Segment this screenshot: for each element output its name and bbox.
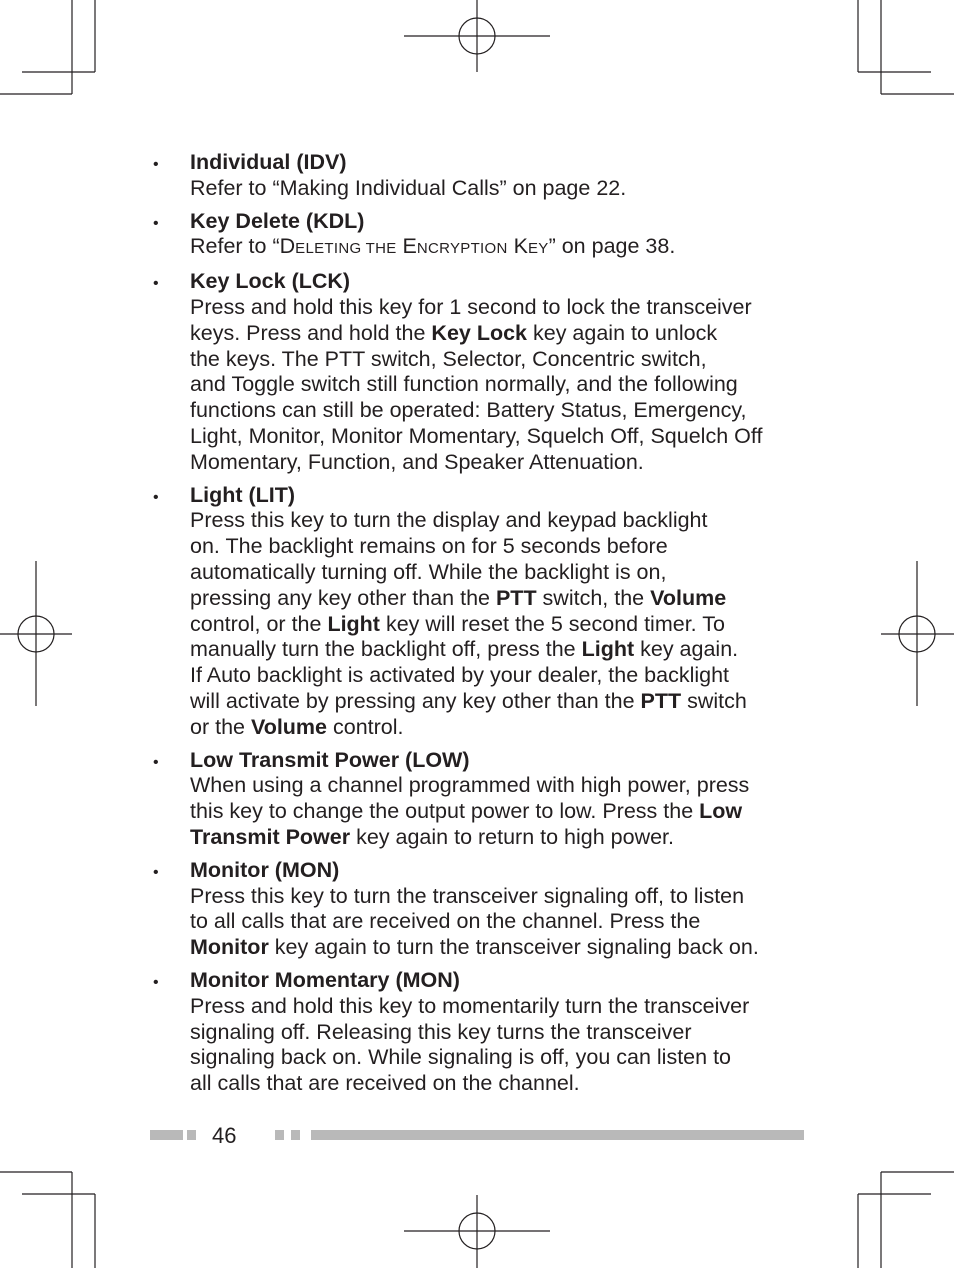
text-segment: Momentary, Function, and Speaker Attenuation. [190, 449, 644, 474]
item-title: Monitor Momentary (MON) [190, 967, 460, 992]
text-line [190, 884, 810, 910]
bold-term: Light [581, 637, 635, 662]
text-segment: all calls that are received on the channel. [190, 1071, 580, 1096]
bold-term: PTT [640, 688, 682, 713]
text-segment: Press and hold this key for 1 second to lock the transceiver [190, 294, 752, 319]
item-title: Monitor (MON) [190, 857, 340, 882]
item-title: Key Lock (LCK) [190, 269, 351, 294]
text-segment: will activate by pressing any key other than the [190, 688, 641, 713]
page-number: 46 [212, 1123, 237, 1148]
text-segment: pressing any key other than the [190, 585, 496, 610]
list-item [150, 269, 810, 475]
text-line [190, 909, 810, 935]
bullet-icon: • [153, 488, 159, 506]
text-line [190, 347, 810, 373]
text-line [190, 825, 810, 851]
item-description [190, 884, 810, 961]
text-segment: If Auto backlight is activated by your dealer, the backlight [190, 663, 730, 688]
text-segment: on. The backlight remains on for 5 seconds before [190, 534, 668, 559]
text-line [190, 508, 810, 534]
text-line [190, 586, 810, 612]
text-line [190, 372, 810, 398]
item-description [190, 295, 810, 476]
text-line [190, 994, 810, 1020]
item-description [190, 994, 810, 1097]
bullet-icon: • [153, 214, 159, 232]
text-line [190, 234, 810, 262]
text-segment: Press this key to turn the display and keypad backlight [190, 508, 708, 533]
text-line [190, 689, 810, 715]
text-line [190, 799, 810, 825]
item-title: Light (LIT) [190, 482, 296, 507]
text-segment: Refer to “D [190, 234, 296, 259]
text-segment: key again to turn the transceiver signaling back on. [268, 935, 759, 960]
list-item [150, 858, 810, 961]
text-segment: signaling off. Releasing this key turns the transceiver [190, 1019, 692, 1044]
bullet-icon: • [153, 275, 159, 293]
text-segment: ELETING THE [295, 240, 397, 258]
text-segment: control. [327, 714, 404, 739]
text-line [190, 935, 810, 961]
text-segment: functions can still be operated: Battery Status, Emergency, [190, 398, 747, 423]
item-description [190, 234, 810, 262]
text-line [190, 295, 810, 321]
text-line [190, 398, 810, 424]
text-segment: signaling back on. While signaling is off, you can listen to [190, 1045, 731, 1070]
footer-bar-long [311, 1130, 804, 1140]
bold-term: Volume [650, 585, 727, 610]
list-item [150, 209, 810, 263]
text-line [190, 450, 810, 476]
text-line [190, 176, 810, 202]
item-title: Individual (IDV) [190, 150, 347, 174]
bold-term: Transmit Power [190, 824, 351, 849]
list-item [150, 968, 810, 1097]
list-item [150, 483, 810, 741]
item-description [190, 176, 810, 202]
text-segment: Light, Monitor, Monitor Momentary, Squelch Off, Squelch Off [190, 423, 763, 448]
bold-term: Monitor [190, 935, 269, 960]
text-line [190, 1045, 810, 1071]
text-segment: this key to change the output power to low. Press the [190, 799, 700, 824]
text-line [190, 1071, 810, 1097]
footer-bar-left [150, 1130, 183, 1140]
bullet-icon: • [153, 863, 159, 881]
list-item [150, 748, 810, 851]
item-title: Low Transmit Power (LOW) [190, 747, 470, 772]
text-segment: the keys. The PTT switch, Selector, Concentric switch, [190, 346, 707, 371]
bold-term: Volume [250, 714, 328, 739]
text-line [190, 637, 810, 663]
bullet-icon: • [153, 973, 159, 991]
footer-bar-mid-2 [291, 1130, 300, 1140]
text-segment: ” on page 38. [548, 234, 676, 259]
text-segment: Press this key to turn the transceiver signaling off, to listen [190, 883, 745, 908]
item-description [190, 508, 810, 740]
bold-term: Low [699, 799, 743, 824]
text-line [190, 560, 810, 586]
text-line [190, 321, 810, 347]
item-description [190, 773, 810, 850]
text-segment: EY [527, 240, 549, 258]
text-segment: Press and hold this key to momentarily turn the transceiver [190, 993, 750, 1018]
text-segment: and Toggle switch still function normally, and the following [190, 372, 738, 397]
text-line [190, 663, 810, 689]
footer-bar-mid-1 [275, 1130, 284, 1140]
bullet-icon: • [153, 753, 159, 771]
text-segment: When using a channel programmed with high power, press [190, 773, 750, 798]
page-footer [150, 1122, 804, 1150]
bullet-icon: • [153, 156, 159, 173]
text-segment: control, or the [190, 611, 328, 636]
key-functions-list [150, 150, 810, 1104]
text-segment: E [396, 234, 417, 259]
text-segment: or the [190, 714, 251, 739]
text-segment: key again to return to high power. [350, 824, 675, 849]
item-title: Key Delete (KDL) [190, 208, 365, 233]
text-segment: switch [681, 688, 747, 713]
text-line [190, 534, 810, 560]
text-segment: manually turn the backlight off, press the [190, 637, 582, 662]
text-segment: switch, the [536, 585, 651, 610]
text-segment: keys. Press and hold the [190, 320, 432, 345]
text-line [190, 1020, 810, 1046]
text-line [190, 773, 810, 799]
text-segment: key again. [634, 637, 739, 662]
footer-bar-left-small [187, 1130, 196, 1140]
text-line [190, 715, 810, 741]
text-segment: key again to unlock [527, 320, 718, 345]
text-line [190, 612, 810, 638]
bold-term: PTT [495, 585, 537, 610]
text-segment: K [507, 234, 528, 259]
text-segment: NCRYPTION [416, 240, 508, 258]
text-segment: automatically turning off. While the backlight is on, [190, 559, 667, 584]
text-line [190, 424, 810, 450]
list-item [150, 150, 810, 202]
bold-term: Key Lock [431, 320, 528, 345]
bold-term: Light [327, 611, 380, 636]
text-segment: Refer to “Making Individual Calls” on page 22. [190, 175, 627, 200]
text-segment: to all calls that are received on the channel. Press the [190, 909, 701, 934]
text-segment: key will reset the 5 second timer. To [379, 611, 725, 636]
